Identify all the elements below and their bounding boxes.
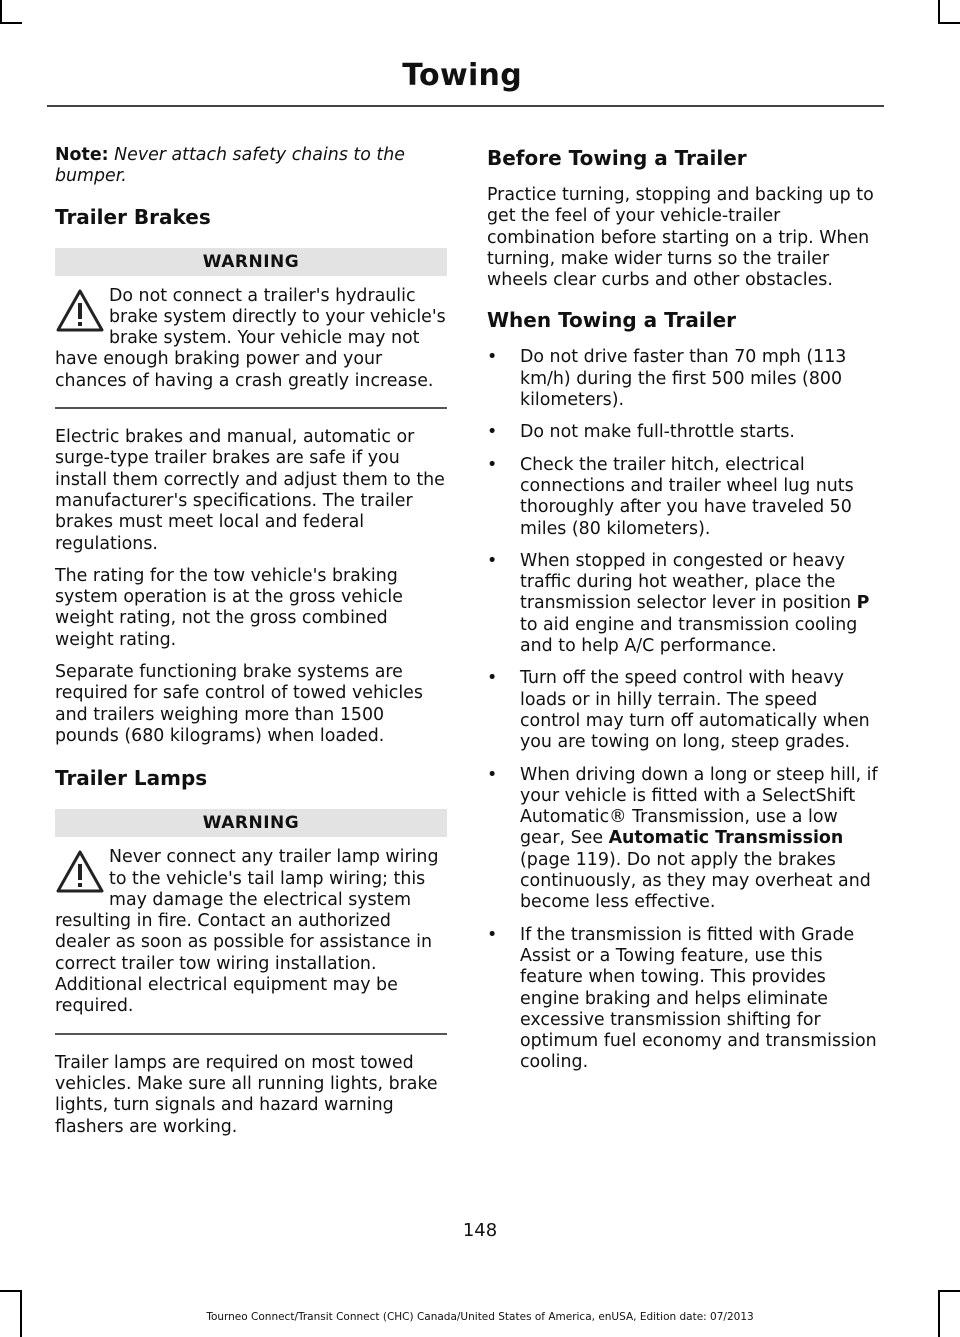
list-item [487, 422, 880, 443]
list-item [487, 551, 880, 657]
bullet: • [487, 454, 498, 475]
list-item-text: When stopped in congested or heavy traffic during hot weather, place the transmission selector lever in position [520, 550, 852, 614]
heading-trailer-lamps: Trailer Lamps [55, 766, 208, 791]
warning-triangle-icon [55, 288, 105, 334]
list-item [487, 347, 880, 411]
crop-mark [938, 22, 960, 24]
list-item-text: to aid engine and transmission cooling and to help A/C performance. [520, 614, 858, 657]
note [55, 145, 447, 188]
bullet: • [487, 668, 498, 689]
paragraph: The rating for the tow vehicle's braking system operation is at the gross vehicle weight rating, not the gross combined weight rating. [55, 565, 403, 650]
warning-bar: WARNING [55, 809, 447, 837]
crop-mark [938, 0, 940, 22]
list-item-text: Turn off the speed control with heavy loads or in hilly terrain. The speed control may turn off automatically when you are towing on long, steep grades. [520, 668, 870, 753]
list-item [487, 765, 880, 914]
heading-when-towing: When Towing a Trailer [487, 308, 737, 333]
page-number: 148 [462, 1220, 498, 1241]
left-column [55, 145, 447, 1149]
bullet: • [487, 764, 498, 785]
paragraph: Practice turning, stopping and backing up to get the feel of your vehicle-trailer combination before starting on a trip. When turning, make wider turns so the trailer wheels clear curbs and other obstacles. [487, 185, 874, 291]
warning-text: Never connect any trailer lamp wiring to the vehicle's tail lamp wiring; this may damage the electrical system resulting in fire. Contact an authorized dealer as soon as possible for assistance in correct trailer tow wiring installation. Additional electrical equipment may be required. [55, 847, 439, 1017]
warning-bar: WARNING [55, 248, 447, 276]
paragraph: Electric brakes and manual, automatic or surge-type trailer brakes are safe if you install them correctly and adjust them to the manufacturer's specifications. The trailer brakes must meet local and federal regulations. [55, 427, 445, 554]
list-item [487, 455, 880, 540]
note-text: Never attach safety chains to the bumper. [55, 145, 405, 187]
list-item-text: Do not make full-throttle starts. [520, 422, 795, 443]
header-rule [47, 105, 884, 107]
list-item [487, 925, 880, 1074]
crop-mark [0, 1290, 22, 1292]
crop-mark [0, 0, 2, 22]
footer: Tourneo Connect/Transit Connect (CHC) Canada/United States of America, enUSA, Edition date: 07/2013 [206, 1311, 754, 1323]
right-column [487, 145, 880, 1085]
list-item [487, 668, 880, 753]
bullet: • [487, 924, 498, 945]
paragraph: Trailer lamps are required on most towed vehicles. Make sure all running lights, brake lights, turn signals and hazard warning flashers are working. [55, 1052, 438, 1137]
list-item-text: (page 119). Do not apply the brakes continuously, as they may overheat and become less effective. [520, 849, 871, 913]
crop-mark [938, 1290, 960, 1292]
heading-before-towing: Before Towing a Trailer [487, 146, 747, 170]
list-item-text: Do not drive faster than 70 mph (113 km/h) during the first 500 miles (800 kilometers). [520, 347, 847, 411]
crop-mark [0, 22, 22, 24]
warning-box [55, 276, 447, 409]
list-item-text: If the transmission is fitted with Grade Assist or a Towing feature, use this feature when towing. This provides engine braking and helps eliminate excessive transmission shifting for optimum fuel economy and transmission cooling. [520, 924, 877, 1073]
gear-position-p: P [856, 593, 870, 614]
list-item-text: Check the trailer hitch, electrical connections and trailer wheel lug nuts thoroughly after you have traveled 50 miles (80 kilometers). [520, 454, 854, 539]
bullet: • [487, 347, 498, 368]
cross-reference-link[interactable]: Automatic Transmission [608, 828, 844, 849]
note-label: Note: [55, 145, 109, 165]
warning-triangle-icon [55, 849, 105, 895]
page-title: Towing [402, 58, 522, 93]
bullet-list [487, 347, 880, 1073]
warning-box [55, 837, 447, 1034]
bullet: • [487, 422, 498, 443]
bullet: • [487, 550, 498, 571]
paragraph: Separate functioning brake systems are required for safe control of towed vehicles and trailers weighing more than 1500 pounds (680 kilograms) when loaded. [55, 662, 423, 746]
warning-text: Do not connect a trailer's hydraulic brake system directly to your vehicle's brake system. Your vehicle may not have enough braking power and your chances of having a crash greatly increase. [55, 285, 446, 391]
heading-trailer-brakes: Trailer Brakes [55, 204, 211, 229]
list-item-text: When driving down a long or steep hill, if your vehicle is fitted with a SelectShift Automatic® Transmission, use a low gear, See [520, 764, 878, 849]
